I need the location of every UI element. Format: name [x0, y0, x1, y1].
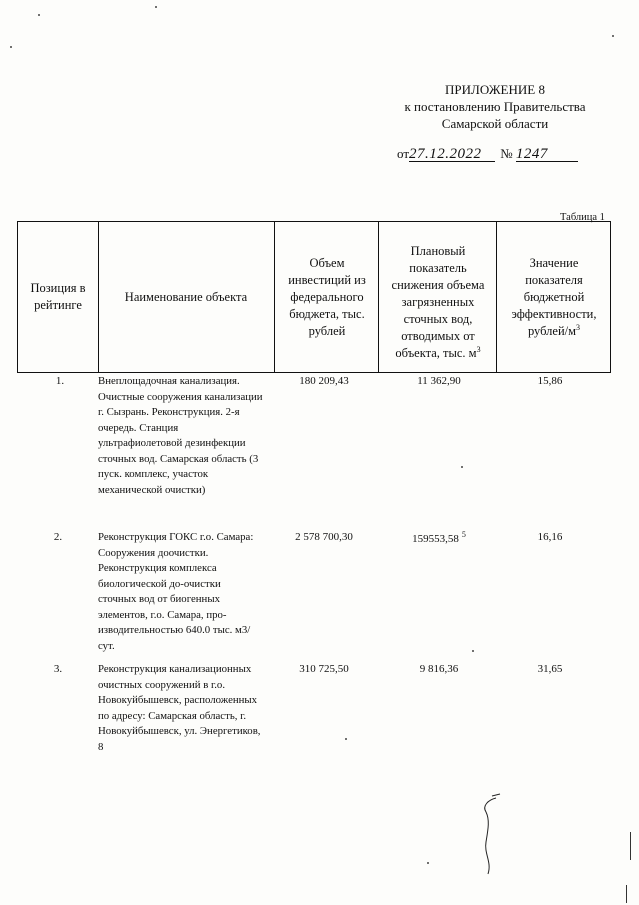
handwritten-number: 1247 [516, 147, 578, 162]
appendix-line-3: Самарской области [441, 116, 549, 131]
scan-speck [427, 862, 429, 864]
appendix-line-2: к постановлению Правительства [404, 99, 586, 114]
scan-speck [155, 6, 157, 8]
row-3-name: Реконструкция канализационных очистных сооружений в г.о. Новокуйбышевск, расположенных по адресу: Самарская область, г. Новокуйбышевск, ул. Энергетиков, 8 [98, 663, 261, 753]
row-2-reduction [384, 532, 494, 547]
row-2-investment: 2 578 700,30 [295, 531, 353, 543]
column-divider [274, 222, 275, 372]
row-3-efficiency: 31,65 [537, 663, 563, 675]
row-2-reduction-value: 159553,58 [412, 533, 459, 545]
date-prefix: от [397, 146, 410, 161]
row-1-name: Внеплощадочная канализация. Очистные сооружения канализации г. Сызрань. Реконструкция. 2-я очередь. Станция ультрафиолетовой дезинфекции сточных вод. Самарская область (3 пуск. комплекс, участок механической очистки) [98, 375, 263, 496]
appendix-title: ПРИЛОЖЕНИЕ 8 [445, 82, 545, 97]
handwritten-date: 27.12.2022 [409, 147, 495, 162]
row-1-position: 1. [55, 375, 65, 387]
row-3-reduction [384, 662, 494, 677]
header-efficiency [500, 222, 608, 372]
header-reduction [382, 232, 494, 372]
row-1-reduction [384, 374, 494, 389]
header-efficiency-text: Значение показателя бюджетной эффективности, рублей/м [511, 255, 597, 338]
edge-mark [630, 832, 631, 860]
row-2-position: 2. [53, 531, 63, 543]
scan-speck [612, 35, 614, 37]
scan-speck [38, 14, 40, 16]
number-sign: № [500, 146, 513, 161]
scan-speck [10, 46, 12, 48]
signature-mark [470, 790, 510, 880]
header-reduction-text: Плановый показатель снижения объема загрязненных сточных вод, отводимых от объекта, тыс. м [391, 243, 485, 360]
header-name: Наименование объекта [124, 289, 248, 304]
header-reduction-sup: 3 [476, 344, 481, 354]
column-divider [496, 222, 497, 372]
row-2-efficiency: 16,16 [537, 531, 563, 543]
column-divider [378, 222, 379, 372]
header-position: Позиция в рейтинге [30, 281, 86, 312]
scan-speck [345, 738, 347, 740]
edge-mark [626, 885, 627, 903]
table-header [17, 221, 611, 373]
column-divider [98, 222, 99, 372]
header-efficiency-sup: 3 [576, 322, 581, 332]
row-3-position: 3. [53, 663, 63, 675]
row-2-name: Реконструкция ГОКС г.о. Самара: Сооружения доочистки. Реконструкция комплекса биологической до-очистки сточных вод от биогенных элементов, г.о. Самара, про-изводительностью 640.0 тыс. м3/сут. [98, 531, 254, 652]
table-label: Таблица 1 [560, 212, 605, 223]
row-1-efficiency: 15,86 [537, 375, 563, 387]
scan-speck [461, 466, 463, 468]
row-3-investment: 310 725,50 [299, 663, 349, 675]
row-1-investment: 180 209,43 [299, 375, 349, 387]
row-3-reduction-value: 9 816,36 [419, 663, 459, 675]
decree-date-line [397, 146, 578, 162]
scan-speck [472, 650, 474, 652]
header-investment: Объем инвестиций из федерального бюджета, тыс. рублей [288, 255, 366, 338]
row-1-reduction-value: 11 362,90 [417, 375, 461, 387]
row-2-reduction-sup: 5 [461, 530, 466, 540]
